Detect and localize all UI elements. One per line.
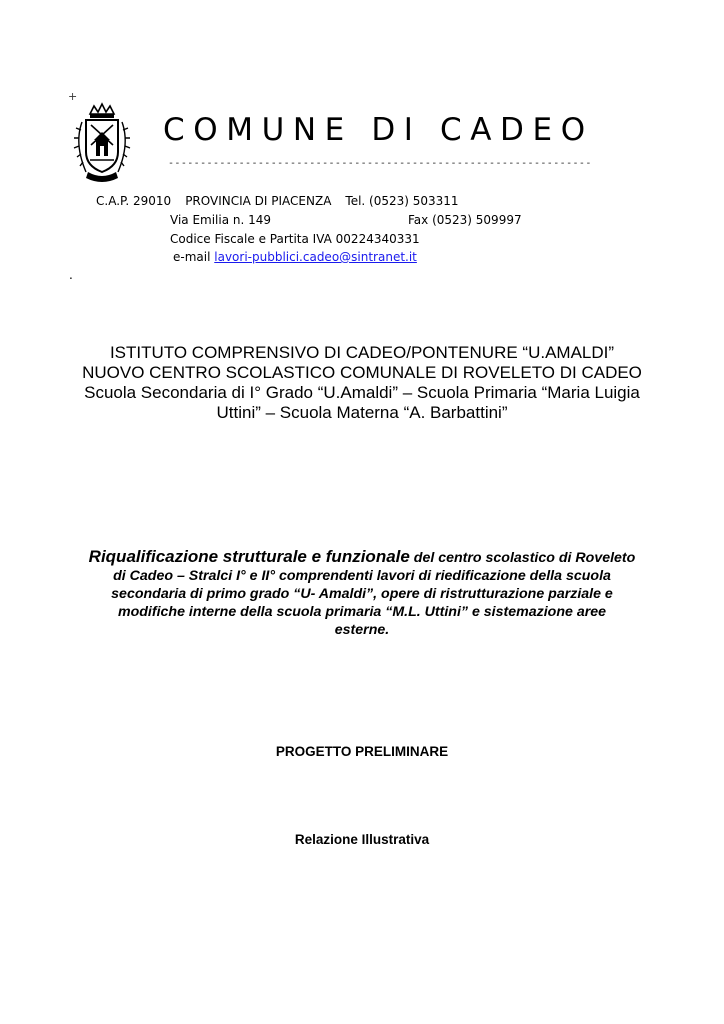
project-lead: Riqualificazione strutturale e funzionale	[88, 547, 410, 566]
municipal-crest-icon	[72, 100, 132, 184]
institute-line: Uttini” – Scuola Materna “A. Barbattini”	[216, 403, 508, 422]
document-type: Relazione Illustrativa	[294, 832, 430, 847]
project-line: modifiche interne della scuola primaria “M.L. Uttini” e sistemazione aree	[117, 604, 607, 620]
email-label: e-mail	[173, 250, 211, 264]
address-line-1	[96, 194, 459, 208]
email-line	[173, 250, 417, 264]
institute-block	[40, 343, 684, 423]
project-line: secondaria di primo grado “U- Amaldi”, opere di ristrutturazione parziale e	[111, 586, 613, 602]
institute-line: NUOVO CENTRO SCOLASTICO COMUNALE DI ROVELETO DI CADEO	[82, 363, 642, 382]
institute-line: Scuola Secondaria di I° Grado “U.Amaldi” – Scuola Primaria “Maria Luigia	[84, 383, 640, 402]
fax-number: Fax (0523) 509997	[408, 213, 522, 227]
project-line: esterne.	[334, 622, 390, 638]
municipality-title: COMUNE DI CADEO	[163, 112, 594, 148]
plus-mark: +	[68, 90, 78, 103]
province: PROVINCIA DI PIACENZA	[185, 194, 332, 208]
street-address: Via Emilia n. 149	[170, 213, 272, 227]
project-lead-rest: del centro scolastico di Roveleto	[409, 550, 636, 566]
institute-line: ISTITUTO COMPRENSIVO DI CADEO/PONTENURE “U.AMALDI”	[109, 343, 615, 362]
tax-code: Codice Fiscale e Partita IVA 00224340331	[170, 232, 420, 246]
title-dashed-rule: ------------------------------------------------------------------	[168, 158, 592, 169]
project-line: di Cadeo – Stralci I° e II° comprendenti lavori di riedificazione della scuola	[113, 568, 611, 584]
telephone: Tel. (0523) 503311	[345, 194, 459, 208]
postal-code: C.A.P. 29010	[96, 194, 172, 208]
dot-mark: .	[69, 268, 73, 282]
project-phase: PROGETTO PRELIMINARE	[275, 744, 449, 759]
project-description	[60, 548, 664, 639]
project-line	[60, 548, 664, 567]
email-link[interactable]: lavori-pubblici.cadeo@sintranet.it	[214, 250, 417, 264]
